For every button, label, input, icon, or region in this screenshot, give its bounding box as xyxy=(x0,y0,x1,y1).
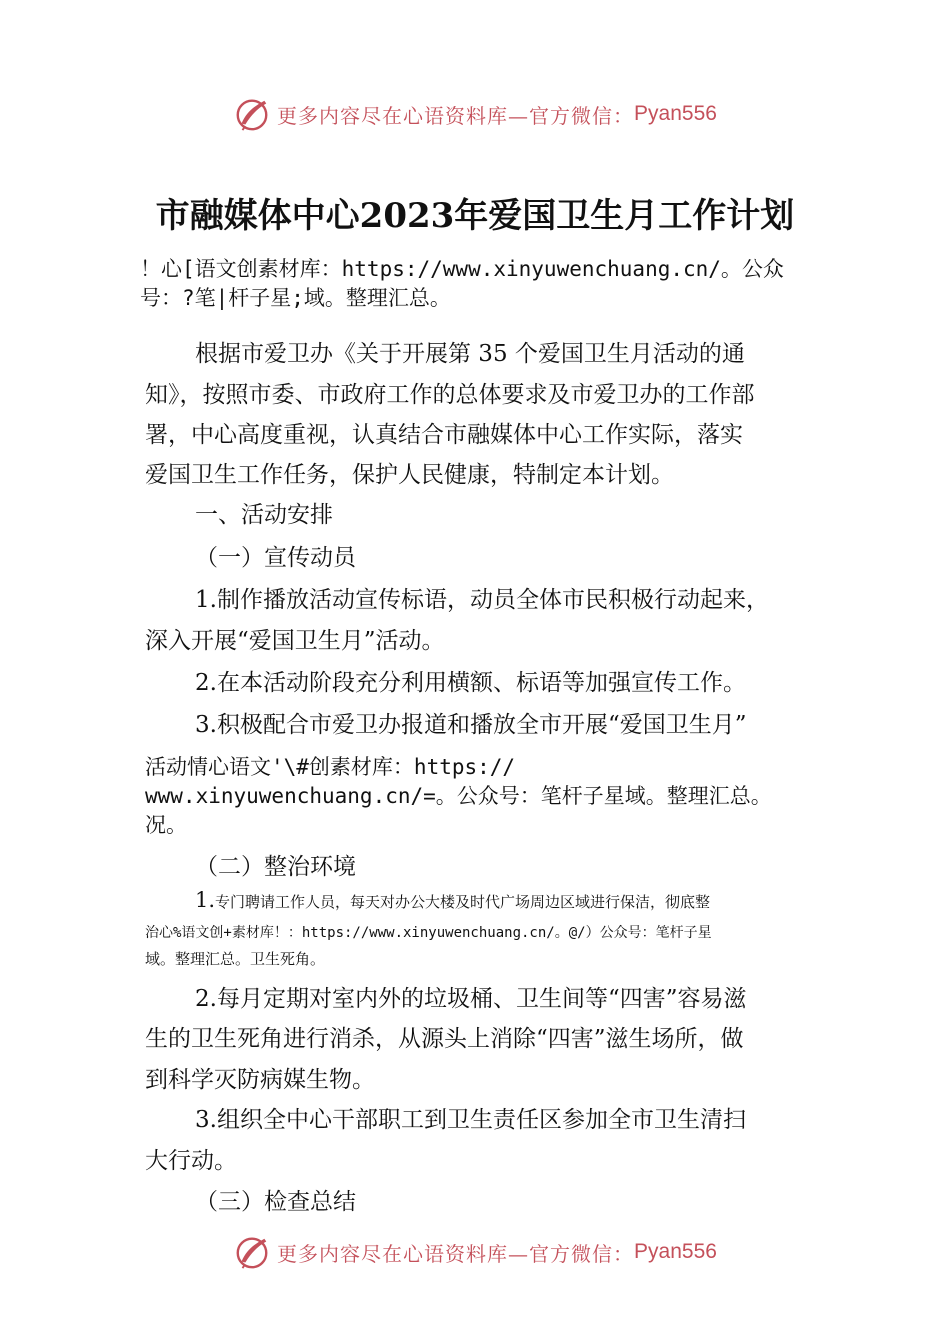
sub2-item1-text: 专门聘请工作人员，每天对办公大楼及时代广场周边区域进行保洁，彻底整 xyxy=(215,893,711,911)
sub2-item2-line-1: 2.每月定期对室内外的垃圾桶、卫生间等“四害”容易滋 xyxy=(195,986,747,1012)
source-note-line-1: ！心[语文创素材库：https://www.xinyuwenchuang.cn/。公众 xyxy=(140,257,784,281)
source-note-line-2: 号：?笔|杆子星;域。整理汇总。 xyxy=(140,286,451,310)
sub2-item1-line-2: 治心%语文创+素材库！：https://www.xinyuwenchuang.cn/。@/）公众号：笔杆子星 xyxy=(145,925,712,941)
banner-wechat-id: Pyan556 xyxy=(634,102,717,125)
subheading-1: （一）宣传动员 xyxy=(195,545,356,571)
sub2-item1-line-1 xyxy=(195,887,710,913)
sub2-item2-line-3: 到科学灭防病媒生物。 xyxy=(145,1067,375,1093)
sub1-item2: 2.在本活动阶段充分利用横额、标语等加强宣传工作。 xyxy=(195,670,746,696)
subheading-2: （二）整治环境 xyxy=(195,854,356,880)
intro-line-2: 知》，按照市委、市政府工作的总体要求及市爱卫办的工作部 xyxy=(145,382,755,408)
header-banner xyxy=(0,92,950,136)
pen-circle-logo-icon xyxy=(233,1233,271,1271)
pen-circle-logo-icon xyxy=(233,95,271,133)
sub2-item2-line-2: 生的卫生死角进行消杀，从源头上消除“四害”滋生场所，做 xyxy=(145,1026,744,1052)
intro-line-4: 爱国卫生工作任务，保护人民健康，特制定本计划。 xyxy=(145,462,674,488)
sub2-item1-number: 1. xyxy=(195,888,216,912)
intro-line-3: 署，中心高度重视，认真结合市融媒体中心工作实际，落实 xyxy=(145,422,743,448)
sub2-item1-line-3: 域。整理汇总。卫生死角。 xyxy=(145,950,326,968)
sub1-item3-line-2: 活动情心语文'\#创素材库：https:// xyxy=(145,755,516,779)
footer-banner-text: 更多内容尽在心语资料库—官方微信： xyxy=(277,1241,635,1266)
sub1-item3-line-4: 况。 xyxy=(145,813,187,837)
banner-text: 更多内容尽在心语资料库—官方微信： xyxy=(277,103,635,128)
footer-banner xyxy=(0,1230,950,1274)
footer-banner-wechat-id: Pyan556 xyxy=(634,1240,717,1263)
sub1-item1-line-2: 深入开展“爱国卫生月”活动。 xyxy=(145,628,445,654)
sub1-item3-line-3: www.xinyuwenchuang.cn/=。公众号：笔杆子星域。整理汇总。 xyxy=(145,784,772,808)
sub1-item3-line-1: 3.积极配合市爱卫办报道和播放全市开展“爱国卫生月” xyxy=(195,712,747,738)
document-title: 市融媒体中心2023年爱国卫生月工作计划 xyxy=(155,196,795,236)
sub2-item3-line-2: 大行动。 xyxy=(145,1148,237,1174)
sub2-item3-line-1: 3.组织全中心干部职工到卫生责任区参加全市卫生清扫 xyxy=(195,1107,746,1133)
sub1-item1-line-1: 1.制作播放活动宣传标语，动员全体市民积极行动起来， xyxy=(195,587,769,613)
intro-line-1: 根据市爱卫办《关于开展第 35 个爱国卫生月活动的通 xyxy=(195,341,745,367)
section-heading-1: 一、活动安排 xyxy=(195,502,333,528)
subheading-3: （三）检查总结 xyxy=(195,1189,356,1215)
